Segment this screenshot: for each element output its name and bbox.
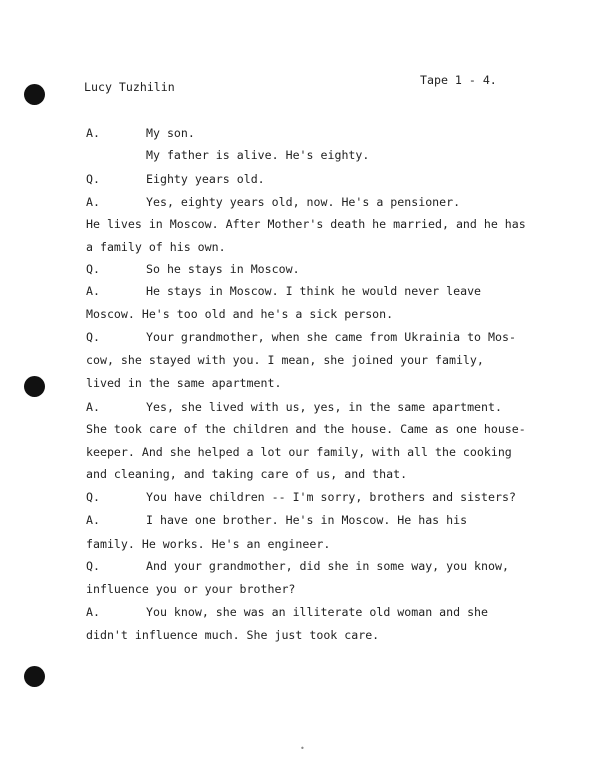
transcript-line: And your grandmother, did she in some way, you know, <box>146 559 509 573</box>
speaker-label: A. <box>86 284 100 298</box>
interviewee-name: Lucy Tuzhilin <box>84 80 175 94</box>
speaker-label: Q. <box>86 172 100 186</box>
speaker-label: Q. <box>86 262 100 276</box>
punch-hole <box>24 84 45 105</box>
speaker-label: A. <box>86 195 100 209</box>
transcript-line: didn't influence much. She just took care. <box>86 628 380 642</box>
transcript-line: cow, she stayed with you. I mean, she joined your family, <box>86 353 484 367</box>
transcript-line: Eighty years old. <box>146 172 265 186</box>
transcript-line: You know, she was an illiterate old woman and she <box>146 605 489 619</box>
tape-label: Tape 1 - 4. <box>420 73 497 87</box>
speaker-label: Q. <box>86 559 100 573</box>
transcript-line: a family of his own. <box>86 240 226 254</box>
transcript-line: influence you or your brother? <box>86 582 296 596</box>
speaker-label: Q. <box>86 490 100 504</box>
transcript-line: He stays in Moscow. I think he would never leave <box>146 284 482 298</box>
punch-hole <box>24 376 45 397</box>
punch-hole <box>24 666 45 687</box>
transcript-line: Your grandmother, when she came from Ukrainia to Mos- <box>146 330 516 344</box>
transcript-line: She took care of the children and the house. Came as one house- <box>86 422 526 436</box>
transcript-line: I have one brother. He's in Moscow. He has his <box>146 513 468 527</box>
transcript-line: He lives in Moscow. After Mother's death he married, and he has <box>86 217 526 231</box>
transcript-line: lived in the same apartment. <box>86 376 282 390</box>
transcript-line: So he stays in Moscow. <box>146 262 300 276</box>
speaker-label: A. <box>86 400 100 414</box>
speaker-label: Q. <box>86 330 100 344</box>
transcript-line: You have children -- I'm sorry, brothers and sisters? <box>146 490 516 504</box>
transcript-line: keeper. And she helped a lot our family, with all the cooking <box>86 445 512 459</box>
transcript-line: Moscow. He's too old and he's a sick person. <box>86 307 394 321</box>
scan-speck: • <box>300 744 305 753</box>
transcript-line: My son. <box>146 126 195 140</box>
transcript-line: and cleaning, and taking care of us, and that. <box>86 467 408 481</box>
speaker-label: A. <box>86 513 100 527</box>
transcript-line: Yes, eighty years old, now. He's a pensioner. <box>146 195 461 209</box>
transcript-line: Yes, she lived with us, yes, in the same apartment. <box>146 400 502 414</box>
speaker-label: A. <box>86 605 100 619</box>
transcript-line: My father is alive. He's eighty. <box>146 148 370 162</box>
transcript-line: family. He works. He's an engineer. <box>86 537 331 551</box>
speaker-label: A. <box>86 126 100 140</box>
